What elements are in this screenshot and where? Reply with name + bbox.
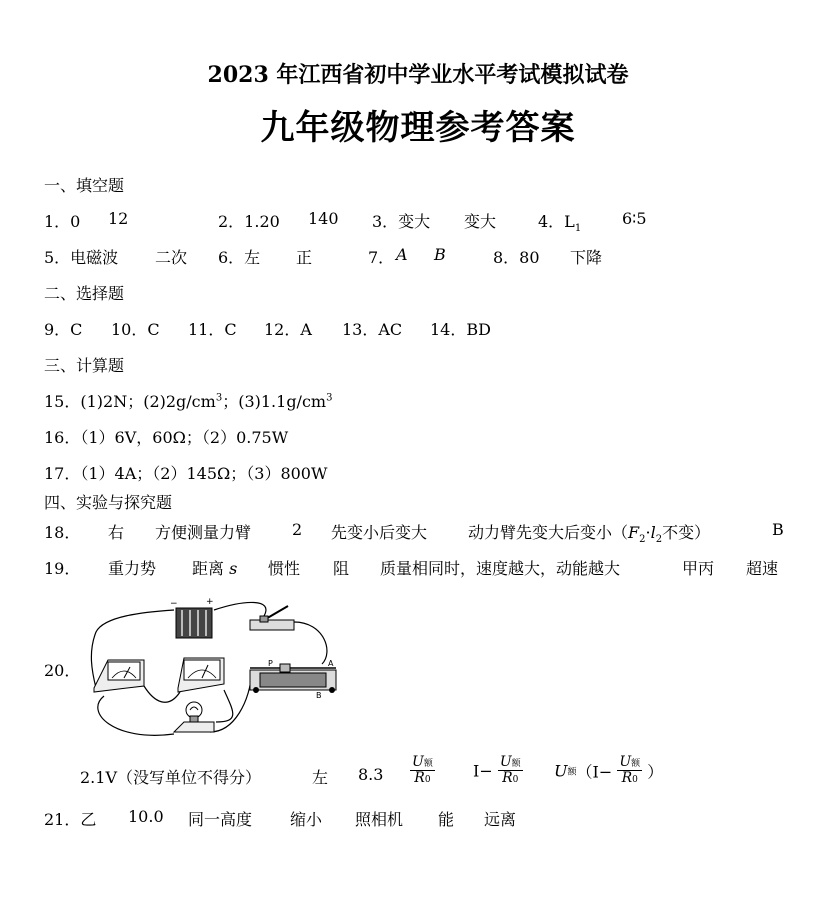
q21-answer: 10.0 (128, 807, 164, 826)
q21-answer: 能 (438, 810, 455, 829)
mc-answer: 11．C (188, 320, 237, 339)
mc-answer: 12．A (264, 320, 312, 339)
q16-answer: 16．（1）6V，60Ω；（2）0.75W (44, 428, 289, 447)
q3-answer: 变大 (464, 212, 497, 231)
section-multiple-choice: 二、选择题 (44, 284, 125, 303)
q5-answer: 二次 (155, 248, 188, 267)
q1-answer: 12 (108, 209, 129, 228)
svg-text:P: P (268, 659, 273, 668)
q19-answer: 质量相同时，速度越大，动能越大 (380, 559, 621, 578)
q20-answer-voltage: 2.1V（没写单位不得分） (80, 768, 262, 787)
q19-answer: 重力势 (108, 559, 157, 578)
q5-num: 5．电磁波 (44, 248, 119, 267)
q20-answer-resistance: 8.3 (358, 765, 384, 784)
q21-answer: 照相机 (355, 810, 404, 829)
q20-fraction-3: U额（I− $\frac{\text{U额}}{R0}$ ） (554, 754, 664, 787)
q6-num: 6．左 (218, 248, 261, 267)
q20-fraction-2: I− $\frac{\text{U额}}{R0}$ (473, 754, 521, 787)
q19-answer: 惯性 (268, 559, 301, 578)
q1-num: 1．0 (44, 212, 81, 231)
q18-num: 18． (44, 523, 81, 542)
ammeter-icon (178, 658, 224, 692)
q15-answer: 15．(1)2N；$(2)2g/cm^3$；$(3)1.1g/cm^3$ (44, 392, 333, 411)
svg-text:A: A (328, 659, 334, 668)
q4-answer: 6∶5 (622, 209, 647, 228)
switch-icon (250, 606, 294, 630)
q7-answer-a: A (396, 245, 408, 264)
voltmeter-icon (94, 660, 144, 692)
q6-answer: 正 (296, 248, 313, 267)
q18-answer: B (772, 520, 784, 539)
q7-answer-b: B (434, 245, 446, 264)
q8-num: 8．80 (493, 248, 540, 267)
circuit-diagram (84, 592, 346, 744)
svg-text:+: + (206, 597, 214, 607)
svg-text:−: − (170, 599, 178, 609)
q18-answer: 方便测量力臂 (155, 523, 252, 542)
section-fill-blank: 一、填空题 (44, 176, 125, 195)
q8-answer: 下降 (570, 248, 603, 267)
q4-num: 4．$L_1$ (538, 212, 582, 235)
mc-answer: 9．C (44, 320, 83, 339)
q21-num: 21．乙 (44, 810, 97, 829)
q19-answer: 甲丙 (682, 559, 715, 578)
q21-answer: 远离 (484, 810, 517, 829)
exam-title: 2023 年江西省初中学业水平考试模拟试卷 (207, 62, 629, 88)
q20-num: 20． (44, 661, 81, 680)
q19-num: 19． (44, 559, 81, 578)
mc-answer: 13．AC (342, 320, 403, 339)
q19-answer: 距离 s (192, 559, 238, 578)
q3-num: 3．变大 (372, 212, 431, 231)
q17-answer: 17．（1）4A；（2）145Ω；（3）800W (44, 464, 328, 483)
q2-answer: 140 (308, 209, 339, 228)
q18-answer: 动力臂先变大后变小（$F_2\cdot l_2$不变） (468, 523, 711, 546)
q21-answer: 同一高度 (188, 810, 253, 829)
section-calculation: 三、计算题 (44, 356, 125, 375)
battery-icon (170, 597, 214, 638)
mc-answer: 10．C (111, 320, 160, 339)
answer-key-title: 九年级物理参考答案 (260, 108, 576, 148)
lamp-icon (174, 702, 214, 732)
q20-answer-direction: 左 (312, 768, 329, 787)
q21-answer: 缩小 (290, 810, 323, 829)
q18-answer: 2 (292, 520, 303, 539)
mc-answer: 14．BD (430, 320, 491, 339)
q2-num: 2．1.20 (218, 212, 280, 231)
q18-answer: 先变小后变大 (331, 523, 428, 542)
svg-text:B: B (316, 691, 322, 700)
rheostat-icon (250, 659, 336, 700)
q20-fraction-1: $\frac{\text{U额}}{R0}$ (412, 754, 433, 787)
q18-answer: 右 (108, 523, 125, 542)
q19-answer: 超速 (746, 559, 779, 578)
section-experiment: 四、实验与探究题 (44, 493, 173, 512)
q19-answer: 阻 (333, 559, 350, 578)
q7-num: 7． (368, 248, 395, 267)
